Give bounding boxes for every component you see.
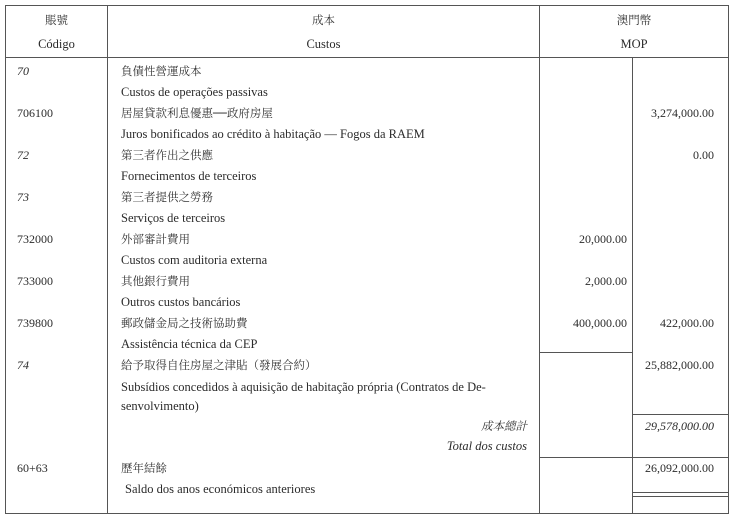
balance-name-zh: 歷年結餘 bbox=[121, 461, 167, 475]
account-name-zh: 居屋貸款利息優惠──政府房屋 bbox=[121, 106, 273, 120]
amount-column-divider bbox=[632, 57, 633, 513]
account-name-pt: Assistência técnica da CEP bbox=[121, 337, 258, 351]
table-left-border bbox=[5, 5, 6, 513]
total-costs-value: 29,578,000.00 bbox=[645, 419, 714, 433]
account-name-pt: Outros custos bancários bbox=[121, 295, 241, 309]
account-code: 70 bbox=[17, 64, 29, 78]
balance-code: 60+63 bbox=[17, 461, 48, 475]
header-code-pt: Código bbox=[38, 37, 75, 51]
total-amount: 3,274,000.00 bbox=[651, 106, 714, 120]
account-code: 739800 bbox=[17, 316, 53, 330]
balance-double-rule-2 bbox=[632, 496, 728, 497]
balance-name-pt: Saldo dos anos económicos anteriores bbox=[125, 482, 316, 496]
code-column-divider bbox=[107, 5, 108, 513]
account-code: 706100 bbox=[17, 106, 53, 120]
balance-double-rule-1 bbox=[632, 492, 728, 493]
subtotal-rule bbox=[539, 352, 632, 353]
total-costs-label-zh: 成本總計 bbox=[481, 419, 527, 433]
sub-amount: 20,000.00 bbox=[579, 232, 627, 246]
account-code: 72 bbox=[17, 148, 29, 162]
sub-amount: 400,000.00 bbox=[573, 316, 627, 330]
total-amount: 25,882,000.00 bbox=[645, 358, 714, 372]
account-name-zh: 給予取得自住房屋之津貼（發展合約） bbox=[121, 358, 317, 372]
account-name-zh: 外部審計費用 bbox=[121, 232, 190, 246]
table-right-border bbox=[728, 5, 729, 513]
balance-value: 26,092,000.00 bbox=[645, 461, 714, 475]
account-name-zh: 第三者作出之供應 bbox=[121, 148, 213, 162]
account-code: 733000 bbox=[17, 274, 53, 288]
table-top-border bbox=[5, 5, 729, 6]
account-name-pt-continued: senvolvimento) bbox=[121, 399, 199, 413]
total-amount: 422,000.00 bbox=[660, 316, 714, 330]
account-name-zh: 其他銀行費用 bbox=[121, 274, 190, 288]
account-name-zh: 負債性營運成本 bbox=[121, 64, 202, 78]
header-cost-pt: Custos bbox=[306, 37, 341, 51]
header-divider bbox=[5, 57, 729, 58]
account-name-pt: Juros bonificados ao crédito à habitação — Fogos da RAEM bbox=[121, 127, 425, 141]
account-name-pt: Serviços de terceiros bbox=[121, 211, 226, 225]
account-name-pt: Custos de operações passivas bbox=[121, 85, 268, 99]
account-name-pt: Fornecimentos de terceiros bbox=[121, 169, 257, 183]
total-costs-label-pt: Total dos custos bbox=[446, 439, 527, 453]
sub-amount: 2,000.00 bbox=[585, 274, 627, 288]
total-amount: 0.00 bbox=[693, 148, 714, 162]
table-bottom-border bbox=[5, 513, 729, 514]
account-name-zh: 第三者提供之勞務 bbox=[121, 190, 213, 204]
balance-rule bbox=[539, 457, 728, 458]
account-code: 73 bbox=[17, 190, 29, 204]
account-code: 74 bbox=[17, 358, 29, 372]
header-cost-zh: 成本 bbox=[312, 13, 335, 27]
account-code: 732000 bbox=[17, 232, 53, 246]
total-rule bbox=[632, 414, 728, 415]
account-name-pt: Custos com auditoria externa bbox=[121, 253, 268, 267]
account-name-pt: Subsídios concedidos à aquisição de habitação própria (Contratos de De- bbox=[121, 380, 486, 394]
header-code-zh: 賬號 bbox=[45, 13, 68, 27]
header-currency-pt: MOP bbox=[620, 37, 648, 51]
account-name-zh: 郵政儲金局之技術協助費 bbox=[121, 316, 248, 330]
description-column-divider bbox=[539, 5, 540, 513]
header-currency-zh: 澳門幣 bbox=[616, 13, 652, 27]
